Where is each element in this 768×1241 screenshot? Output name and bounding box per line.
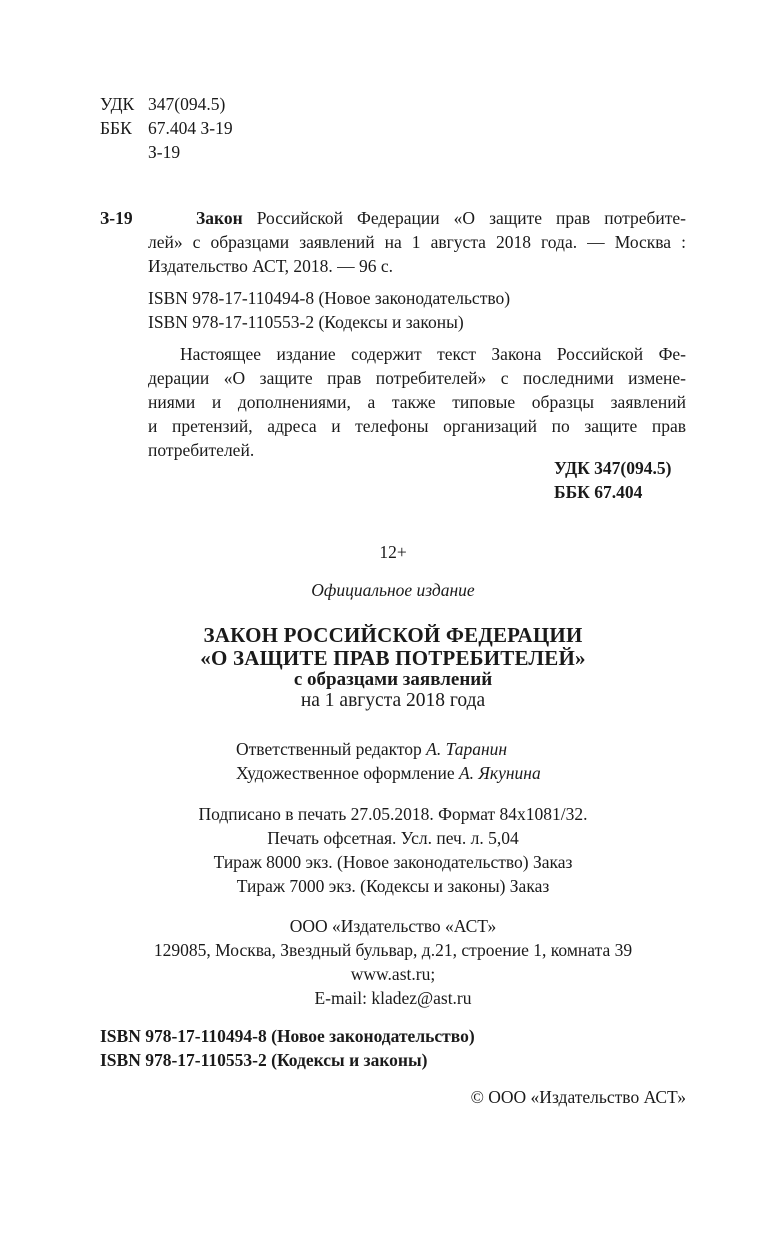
bbk-label: ББК (100, 118, 132, 138)
editor-name: А. Таранин (426, 739, 508, 759)
editor-label: Ответственный редактор (236, 739, 427, 759)
editor-credit (236, 737, 507, 761)
print-line-2: Печать офсетная. Усл. печ. л. 5,04 (267, 828, 519, 848)
publisher-site: www.ast.ru; (350, 964, 436, 984)
author-mark: З-19 (148, 142, 181, 162)
design-label: Художественное оформление (236, 763, 459, 783)
isbn-line-1: ISBN 978-17-110494-8 (Новое законодательство) (100, 1026, 475, 1046)
title-line-2: «О ЗАЩИТЕ ПРАВ ПОТРЕБИТЕЛЕЙ» (200, 646, 586, 670)
bbk-value: 67.404 З-19 (148, 118, 233, 138)
title-line-3: с образцами заявлений (293, 669, 493, 690)
annotation-line: и претензий, адреса и телефоны организаций по защите прав (148, 416, 686, 436)
publisher-address: 129085, Москва, Звездный бульвар, д.21, строение 1, комната 39 (153, 940, 633, 960)
record-line-1 (196, 206, 686, 230)
record-isbn-2: ISBN 978-17-110553-2 (Кодексы и законы) (148, 312, 464, 332)
print-line-1: Подписано в печать 27.05.2018. Формат 84x1081/32. (198, 804, 588, 824)
design-credit (236, 761, 541, 785)
print-line-4: Тираж 7000 экз. (Кодексы и законы) Заказ (236, 876, 550, 896)
udk-label: УДК (100, 94, 135, 114)
annotation-line: ниями и дополнениями, а также типовые образцы заявлений (148, 392, 686, 412)
record-code: З-19 (100, 208, 133, 228)
publisher-name: ООО «Издательство «АСТ» (289, 916, 497, 936)
annotation-line: потребителей. (148, 440, 255, 460)
record-isbn-1: ISBN 978-17-110494-8 (Новое законодательство) (148, 288, 511, 308)
annotation-udk: УДК 347(094.5) (554, 458, 672, 478)
design-name: А. Якунина (458, 763, 541, 783)
udk-value: 347(094.5) (148, 94, 226, 114)
record-title-word: Закон (196, 208, 243, 228)
record-line-1-rest: Российской Федерации «О защите прав потребите- (242, 208, 686, 228)
record-line-3: Издательство АСТ, 2018. — 96 с. (148, 256, 394, 276)
isbn-line-2: ISBN 978-17-110553-2 (Кодексы и законы) (100, 1050, 428, 1070)
record-line-2: лей» с образцами заявлений на 1 августа 2018 года. — Москва : (148, 232, 686, 252)
annotation-line: дерации «О защите прав потребителей» с последними измене- (148, 368, 686, 388)
annotation-bbk: ББК 67.404 (554, 482, 643, 502)
official-edition: Официальное издание (311, 580, 475, 600)
print-line-3: Тираж 8000 экз. (Новое законодательство) Заказ (213, 852, 573, 872)
title-line-4: на 1 августа 2018 года (300, 690, 486, 711)
age-rating: 12+ (379, 542, 407, 562)
annotation-line: Настоящее издание содержит текст Закона Российской Фе- (180, 344, 686, 364)
publisher-email: E-mail: kladez@ast.ru (314, 988, 472, 1008)
title-line-1: ЗАКОН РОССИЙСКОЙ ФЕДЕРАЦИИ (203, 623, 583, 647)
copyright-notice: © ООО «Издательство АСТ» (470, 1087, 686, 1107)
